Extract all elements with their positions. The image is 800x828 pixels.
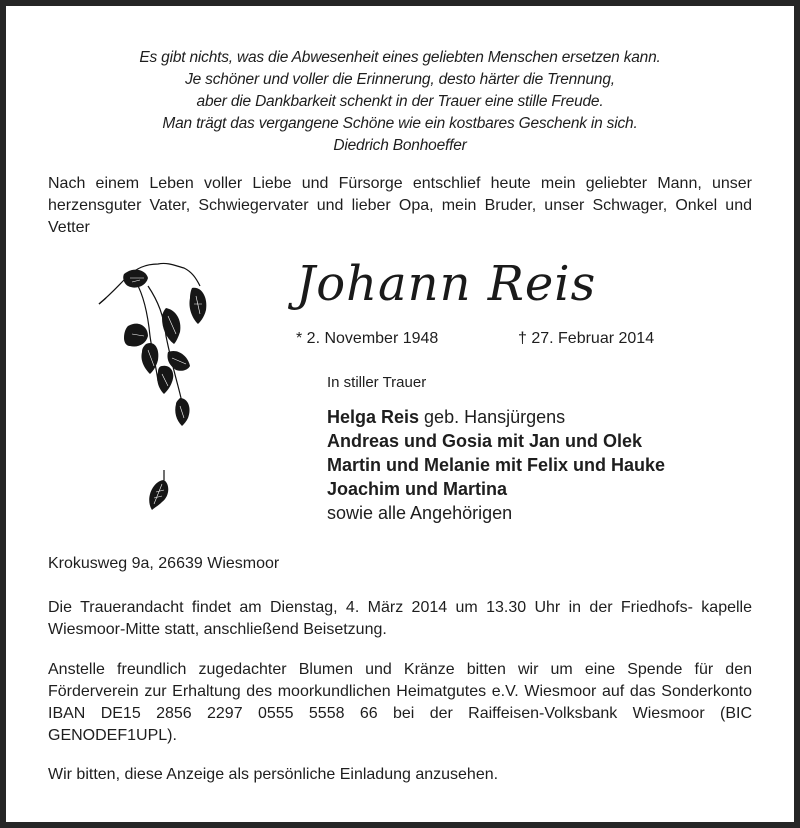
- quote-line: Man trägt das vergangene Schöne wie ein kostbares Geschenk in sich.: [162, 115, 638, 132]
- quote-author: Diedrich Bonhoeffer: [333, 137, 467, 154]
- intro-paragraph: Nach einem Leben voller Liebe und Fürsorge entschlief heute mein geliebter Mann, unser herzensguter Vater, Schwiegervater und lieber Opa, mein Bruder, unser Schwager, Onkel und Vetter: [48, 175, 752, 236]
- family-name: Martin und Melanie mit Felix und Hauke: [327, 455, 666, 475]
- mourner-family: [327, 477, 747, 501]
- mourner-widow: [327, 405, 747, 429]
- widow-name: Helga Reis: [327, 407, 420, 427]
- service-info: Die Trauerandacht findet am Dienstag, 4. März 2014 um 13.30 Uhr in der Friedhofs- kapelle Wiesmoor-Mitte statt, anschließend Beisetzung.: [48, 599, 752, 638]
- quote-line: aber die Dankbarkeit schenkt in der Trauer eine stille Freude.: [196, 93, 604, 110]
- falling-leaf-icon: [144, 468, 174, 514]
- family-name: Andreas und Gosia mit Jan und Olek: [327, 431, 643, 451]
- donation-info: Anstelle freundlich zugedachter Blumen und Kränze bitten wir um eine Spende für den Förderverein zur Erhaltung des moorkundlichen Heimatgutes e.V. Wiesmoor auf das Sonderkonto IBAN DE15 2856 2297 0555 5558 66 bei der Raiffeisen-Volksbank Wiesmoor (BIC GENODEF1UPL).: [48, 661, 752, 744]
- quote-line: Je schöner und voller die Erinnerung, desto härter die Trennung,: [185, 71, 615, 88]
- deceased-name: Johann Reis: [296, 256, 597, 312]
- death-date: † 27. Februar 2014: [518, 330, 655, 347]
- mourning-label: In stiller Trauer: [327, 374, 427, 391]
- birth-date: * 2. November 1948: [296, 330, 439, 347]
- mourner-family: [327, 453, 747, 477]
- address: Krokusweg 9a, 26639 Wiesmoor: [48, 555, 280, 572]
- mourner-family: [327, 429, 747, 453]
- mourners-list: [327, 405, 747, 525]
- mourner-others: sowie alle Angehörigen: [327, 503, 513, 523]
- birch-branch-icon: [96, 256, 226, 436]
- quote-block: [0, 47, 800, 157]
- quote-line: Es gibt nichts, was die Abwesenheit eines geliebten Menschen ersetzen kann.: [139, 49, 661, 66]
- closing-note: Wir bitten, diese Anzeige als persönliche Einladung anzusehen.: [48, 766, 499, 783]
- family-name: Joachim und Martina: [327, 479, 508, 499]
- widow-maiden-name: geb. Hansjürgens: [419, 407, 566, 427]
